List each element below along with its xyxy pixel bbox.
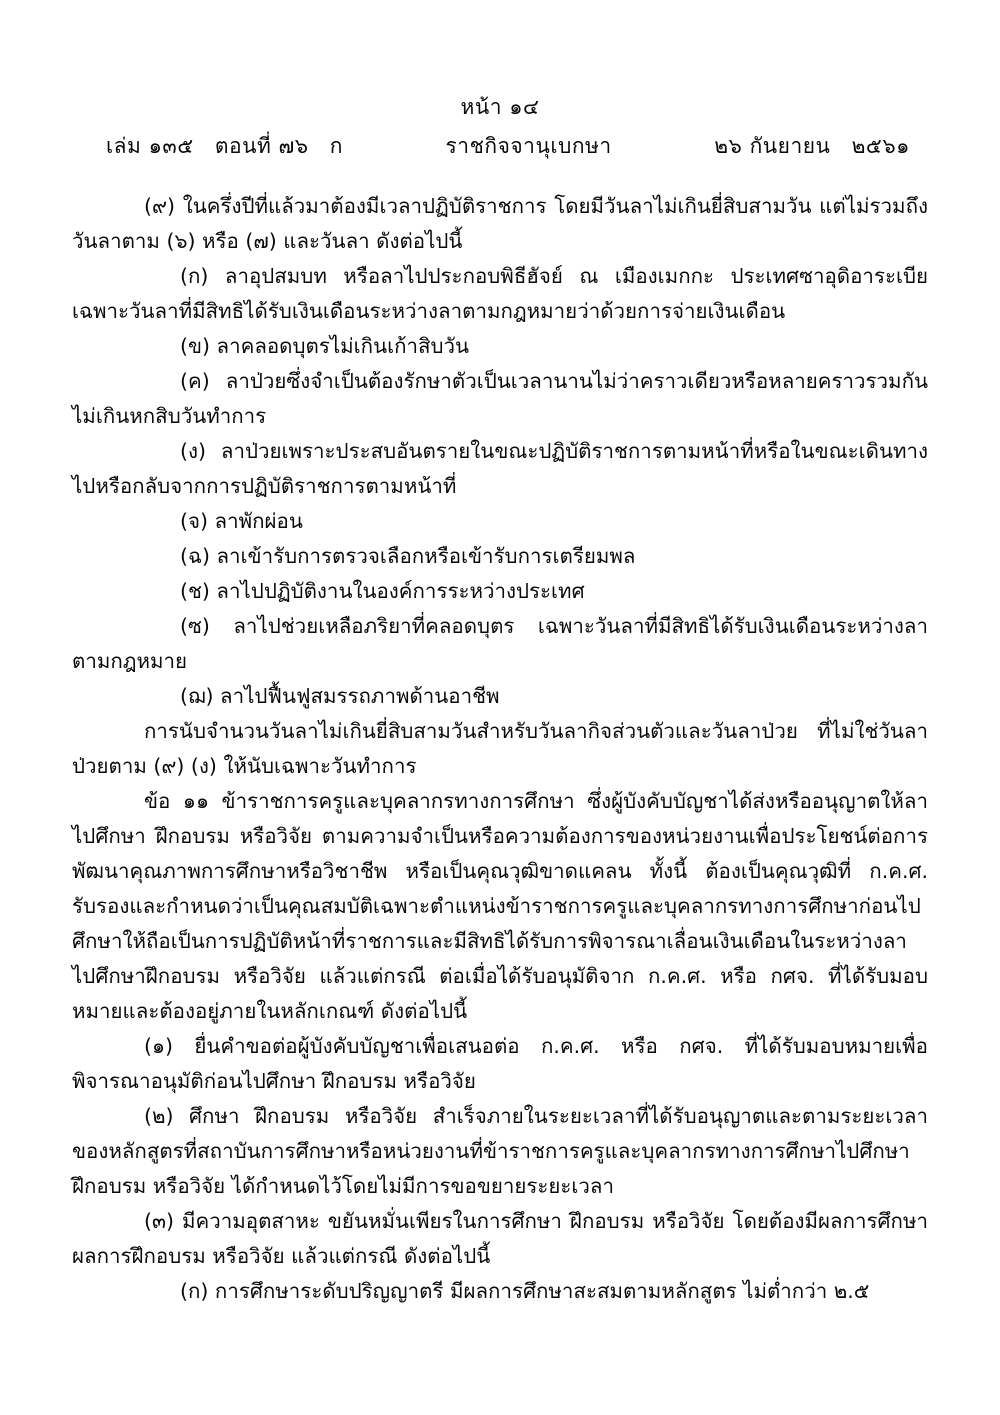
paragraph-item-9: (๙) ในครึ่งปีที่แล้วมาต้องมีเวลาปฏิบัติราชการ โดยมีวันลาไม่เกินยี่สิบสามวัน แต่ไม่รวมถึงวันลาตาม (๖) หรือ (๗) และวันลา ดังต่อไปนี้ [72, 194, 928, 254]
header-volume-issue [72, 130, 343, 163]
volume-label: เล่ม ๑๓๕ [106, 134, 194, 159]
paragraph-item-3-ka: (ก) การศึกษาระดับปริญญาตรี มีผลการศึกษาสะสมตามหลักสูตร ไม่ต่ำกว่า ๒.๕ [180, 1279, 870, 1304]
paragraph-item-1: (๑) ยื่นคำขอต่อผู้บังคับบัญชาเพื่อเสนอต่อ ก.ค.ศ. หรือ กศจ. ที่ได้รับมอบหมายเพื่อพิจารณาอนุมัติก่อนไปศึกษา ฝึกอบรม หรือวิจัย [72, 1034, 928, 1094]
paragraph-leave-count: การนับจำนวนวันลาไม่เกินยี่สิบสามวันสำหรับวันลากิจส่วนตัวและวันลาป่วย ที่ไม่ใช่วันลาป่วยตาม (๙) (ง) ให้นับเฉพาะวันทำการ [72, 719, 928, 779]
paragraph-item-3: (๓) มีความอุตสาหะ ขยันหมั่นเพียรในการศึกษา ฝึกอบรม หรือวิจัย โดยต้องมีผลการศึกษาผลการฝึกอบรม หรือวิจัย แล้วแต่กรณี ดังต่อไปนี้ [72, 1209, 928, 1269]
gazette-header [72, 130, 928, 163]
paragraph-item-2: (๒) ศึกษา ฝึกอบรม หรือวิจัย สำเร็จภายในระยะเวลาที่ได้รับอนุญาตและตามระยะเวลาของหลักสูตรที่สถาบันการศึกษาหรือหน่วยงานที่ข้าราชการครูและบุคลากรทางการศึกษาไปศึกษาฝึกอบรม หรือวิจัย ได้กำหนดไว้โดยไม่มีการขอขยายระยะเวลา [72, 1104, 928, 1199]
section-label: ก [329, 134, 343, 159]
page-number: หน้า ๑๔ [460, 95, 540, 119]
paragraph-sub-ngo: (ง) ลาป่วยเพราะประสบอันตรายในขณะปฏิบัติราชการตามหน้าที่หรือในขณะเดินทางไปหรือกลับจากการปฏิบัติราชการตามหน้าที่ [72, 439, 928, 499]
gazette-title: ราชกิจจานุเบกษา [445, 134, 612, 159]
date-year: ๒๕๖๑ [851, 134, 910, 159]
paragraph-sub-cho2: (ช) ลาไปปฏิบัติงานในองค์การระหว่างประเทศ [180, 579, 585, 604]
paragraph-sub-so: (ซ) ลาไปช่วยเหลือภริยาที่คลอดบุตร เฉพาะวันลาที่มีสิทธิได้รับเงินเดือนระหว่างลาตามกฎหมาย [72, 614, 928, 674]
paragraph-sub-chho: (ฉ) ลาเข้ารับการตรวจเลือกหรือเข้ารับการเตรียมพล [180, 544, 636, 569]
issue-label: ตอนที่ ๗๖ [214, 134, 309, 159]
paragraph-sub-cho: (จ) ลาพักผ่อน [180, 509, 303, 534]
paragraph-clause-11: ข้อ ๑๑ ข้าราชการครูและบุคลากรทางการศึกษา ซึ่งผู้บังคับบัญชาได้ส่งหรืออนุญาตให้ลาไปศึกษา ฝึกอบรม หรือวิจัย ตามความจำเป็นหรือความต้องการของหน่วยงานเพื่อประโยชน์ต่อการพัฒนาคุณภาพการศึกษาหรือวิชาชีพ หรือเป็นคุณวุฒิขาดแคลน ทั้งนี้ ต้องเป็นคุณวุฒิที่ ก.ค.ศ. รับรองและกำหนดว่าเป็นคุณสมบัติเฉพาะตำแหน่งข้าราชการครูและบุคลากรทางการศึกษาก่อนไปศึกษาให้ถือเป็นการปฏิบัติหน้าที่ราชการและมีสิทธิได้รับการพิจารณาเลื่อนเงินเดือนในระหว่างลาไปศึกษาฝึกอบรม หรือวิจัย แล้วแต่กรณี ต่อเมื่อได้รับอนุมัติจาก ก.ค.ศ. หรือ กศจ. ที่ได้รับมอบหมายและต้องอยู่ภายในหลักเกณฑ์ ดังต่อไปนี้ [72, 789, 928, 1024]
document-body [72, 189, 928, 1309]
paragraph-sub-kho2: (ค) ลาป่วยซึ่งจำเป็นต้องรักษาตัวเป็นเวลานานไม่ว่าคราวเดียวหรือหลายคราวรวมกันไม่เกินหกสิบวันทำการ [72, 369, 928, 429]
paragraph-sub-yo: (ฌ) ลาไปฟื้นฟูสมรรถภาพด้านอาชีพ [180, 684, 500, 709]
paragraph-sub-kho: (ข) ลาคลอดบุตรไม่เกินเก้าสิบวัน [180, 334, 470, 359]
header-date [714, 130, 928, 163]
paragraph-sub-ka: (ก) ลาอุปสมบท หรือลาไปประกอบพิธีฮัจย์ ณ เมืองเมกกะ ประเทศซาอุดิอาระเบีย เฉพาะวันลาที่มีสิทธิได้รับเงินเดือนระหว่างลาตามกฎหมายว่าด้วยการจ่ายเงินเดือน [72, 264, 928, 324]
date-day-month: ๒๖ กันยายน [714, 134, 831, 159]
